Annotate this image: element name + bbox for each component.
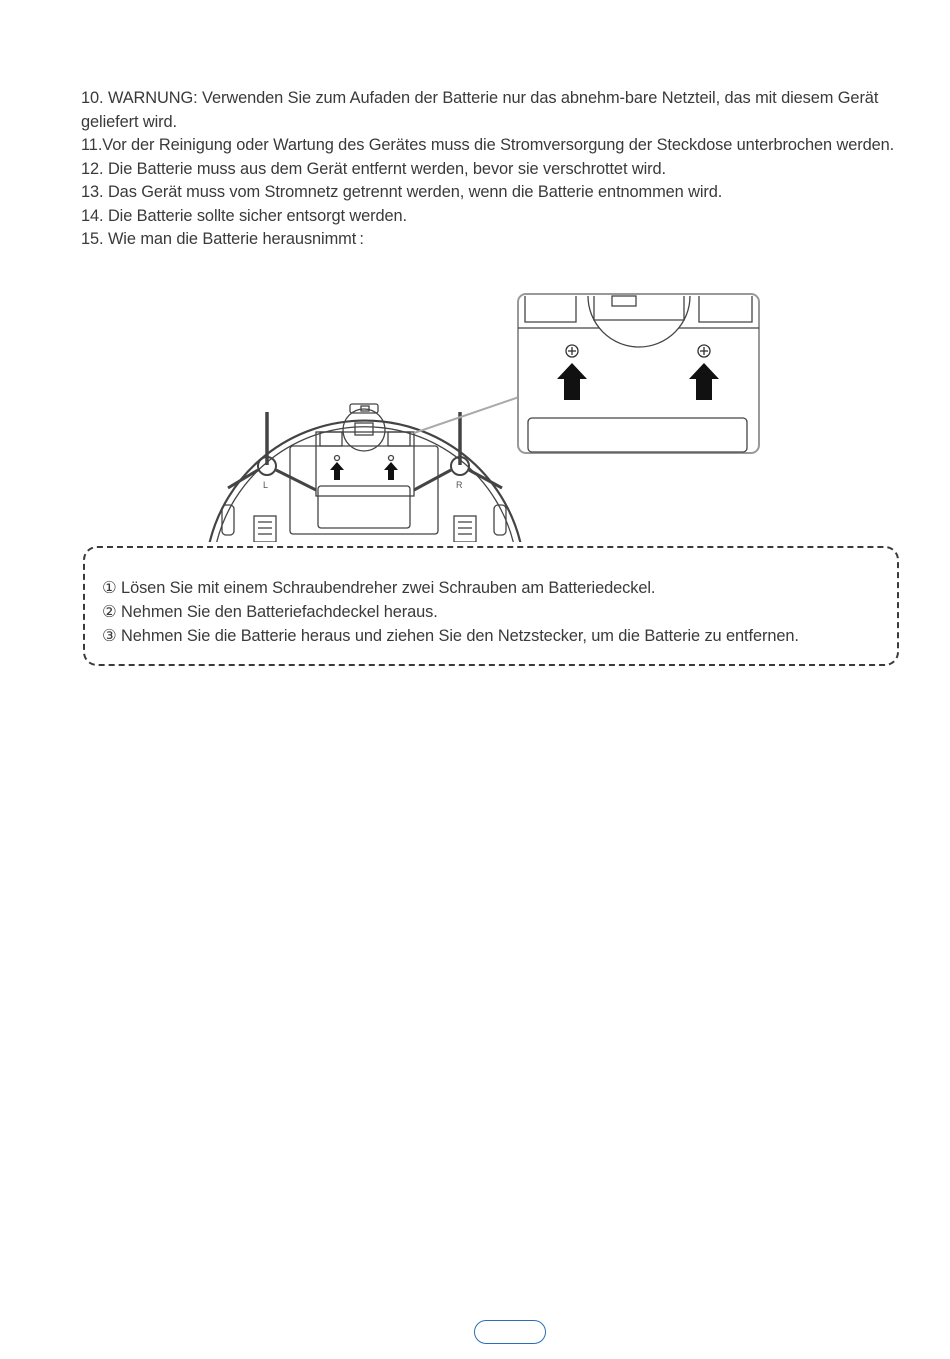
screw-icon	[566, 345, 578, 357]
warning-item: 12. Die Batterie muss aus dem Gerät entfernt werden, bevor sie verschrottet wird.	[81, 159, 666, 178]
safety-warnings-list	[81, 87, 911, 252]
warning-item: 15. Wie man die Batterie herausnimmt :	[81, 230, 364, 248]
arrow-up-icon	[689, 363, 719, 400]
screw-icon	[698, 345, 710, 357]
warning-item: 13. Das Gerät muss vom Stromnetz getrennt werden, wenn die Batterie entnommen wird.	[81, 183, 723, 201]
arrow-up-icon	[557, 363, 587, 400]
warning-item: 10. WARNUNG: Verwenden Sie zum Aufaden der Batterie nur das abnehm-bare Netzteil, das mit diesem Gerät geliefert wird.	[81, 89, 879, 131]
step-item: ② Nehmen Sie den Batteriefachdeckel heraus.	[102, 603, 438, 621]
warning-item: 11.Vor der Reinigung oder Wartung des Gerätes muss die Stromversorgung der Steckdose unterbrochen werden.	[81, 136, 895, 154]
page-number-badge	[474, 1320, 546, 1344]
zoom-detail	[518, 294, 759, 453]
step-item: ③ Nehmen Sie die Batterie heraus und ziehen Sie den Netzstecker, um die Batterie zu entfernen.	[102, 627, 799, 645]
brush-right-label: R	[456, 480, 463, 490]
warning-item: 14. Die Batterie sollte sicher entsorgt werden.	[81, 206, 408, 225]
battery-removal-illustration	[0, 0, 950, 560]
step-item: ① Lösen Sie mit einem Schraubendreher zwei Schrauben am Batteriedeckel.	[102, 579, 656, 597]
robot-underside	[209, 404, 521, 545]
brush-left-label: L	[263, 480, 269, 490]
battery-removal-steps	[102, 576, 902, 648]
arrow-up-icon	[330, 462, 344, 480]
arrow-up-icon	[384, 462, 398, 480]
